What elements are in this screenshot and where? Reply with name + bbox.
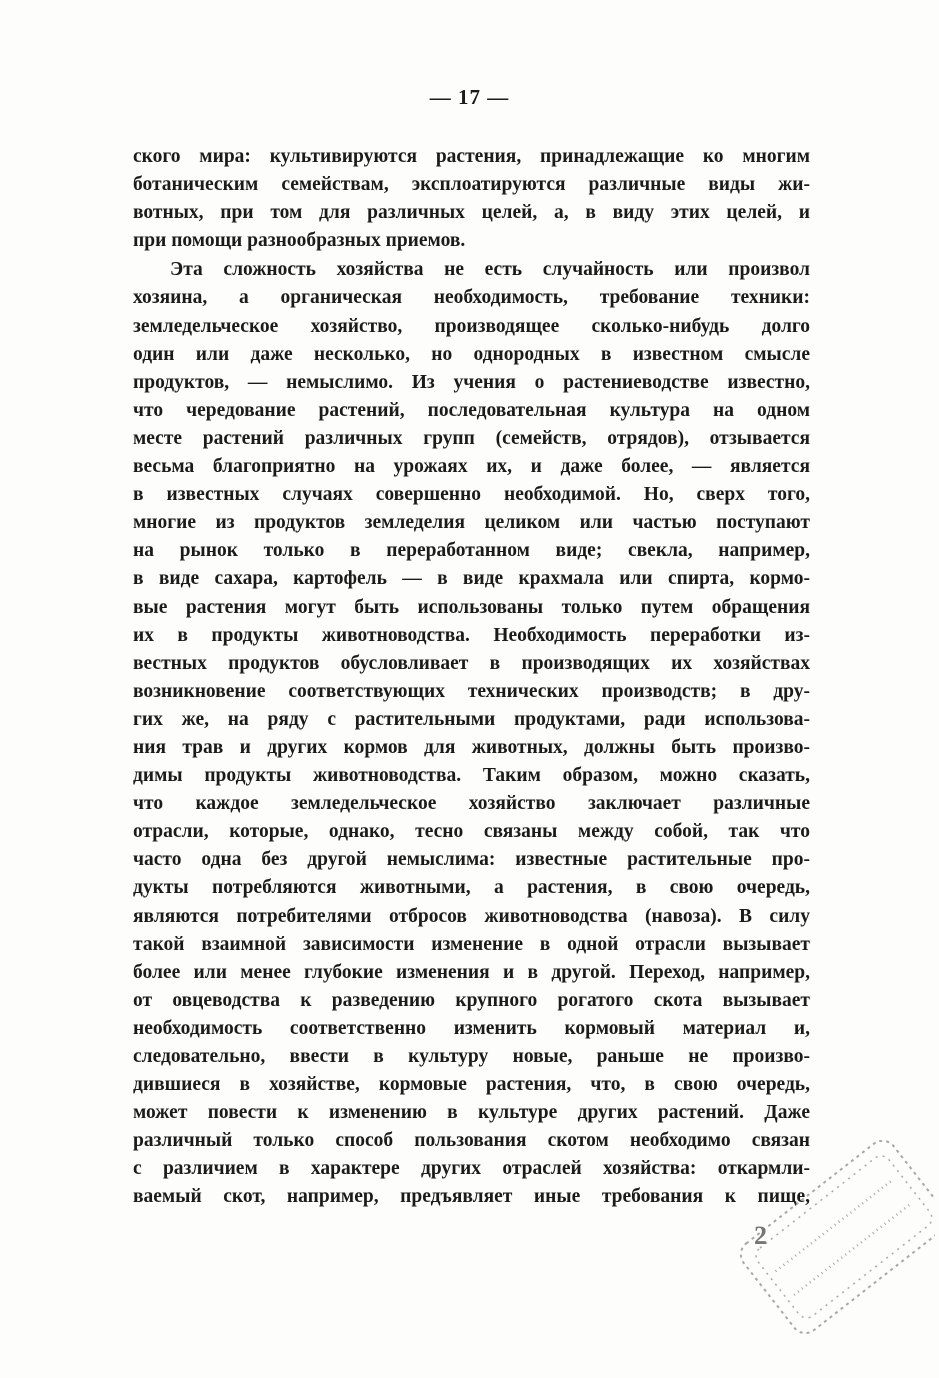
page-number: — 17 — — [429, 85, 510, 109]
text-line: многие из продуктов земледелия целиком или частью поступают — [133, 512, 810, 534]
text-line: от овцеводства к разведению крупного рогатого скота вызывает — [133, 989, 810, 1011]
stamp-line — [794, 1203, 912, 1295]
paragraph — [133, 143, 810, 255]
text-line: дившиеся в хозяйстве, кормовые растения, что, в свою очередь, — [133, 1074, 810, 1096]
text-line: что каждое земледельческое хозяйство заключает различные — [133, 793, 810, 815]
library-stamp — [730, 1140, 935, 1340]
text-block — [133, 143, 810, 1212]
text-line: гих же, на ряду с растительными продуктами, ради использова- — [133, 708, 810, 730]
text-line: в известных случаях совершенно необходимой. Но, сверх того, — [133, 484, 810, 506]
text-line: возникновение соответствующих технических производств; в дру- — [133, 680, 810, 702]
text-line: ния трав и других кормов для животных, должны быть произво- — [133, 736, 810, 758]
text-line: необходимость соответственно изменить кормовый материал и, — [133, 1017, 810, 1039]
text-line: следовательно, ввести в культуру новые, раньше не произво- — [133, 1046, 810, 1067]
text-line: что чередование растений, последовательная культура на одном — [133, 399, 810, 421]
text-line: на рынок только в переработанном виде; свекла, например, — [133, 540, 810, 562]
text-line: более или менее глубокие изменения и в другой. Переход, например, — [133, 961, 810, 983]
text-line: димы продукты животноводства. Таким образом, можно сказать, — [133, 765, 810, 787]
text-line: хозяина, а органическая необходимость, требование техники: — [133, 287, 810, 309]
text-line: с различием в характере других отраслей хозяйства: откармли- — [133, 1158, 810, 1180]
stamp-inner-border — [752, 1152, 935, 1322]
text-line: различный только способ пользования скотом необходимо связан — [133, 1130, 810, 1152]
text-line: вотных, при том для различных целей, а, в виду этих целей, и — [133, 202, 810, 224]
text-line: земледельческое хозяйство, производящее сколько-нибудь долго — [133, 315, 810, 337]
text-line: ботаническим семействам, эксплоатируются различные виды жи- — [133, 174, 810, 196]
text-line: ского мира: культивируются растения, принадлежащие ко многим — [133, 146, 810, 167]
stamp-line — [776, 1179, 894, 1271]
text-line: один или даже несколько, но однородных в известном смысле — [133, 343, 810, 365]
text-line: вые растения могут быть использованы только путем обращения — [133, 596, 810, 618]
text-line: месте растений различных групп (семейств, отрядов), отзывается — [133, 427, 810, 449]
text-line: часто одна без другой немыслима: известные растительные про- — [133, 849, 810, 871]
text-line: продуктов, — немыслимо. Из учения о растениеводстве известно, — [133, 371, 810, 393]
text-line: в виде сахара, картофель — в виде крахмала или спирта, кормо- — [133, 568, 810, 590]
text-line: являются потребителями отбросов животноводства (навоза). В силу — [133, 905, 810, 927]
stamp-number: 2 — [754, 1221, 767, 1250]
text-line: весьма благоприятно на урожаях их, и даже более, — является — [133, 456, 810, 478]
text-line: такой взаимной зависимости изменение в одной отрасли вызывает — [133, 933, 810, 955]
text-line: может повести к изменению в культуре других растений. Даже — [133, 1102, 810, 1124]
text-line: их в продукты животноводства. Необходимость переработки из- — [133, 624, 810, 646]
text-line: при помощи разнообразных приемов. — [133, 230, 466, 252]
text-line: вестных продуктов обусловливает в производящих их хозяйствах — [133, 652, 810, 674]
text-line: дукты потребляются животными, а растения, в свою очередь, — [133, 877, 810, 899]
paragraph — [133, 256, 810, 1211]
text-line: Эта сложность хозяйства не есть случайность или произвол — [170, 259, 810, 281]
text-line: отрасли, которые, однако, тесно связаны между собой, так что — [133, 821, 810, 843]
text-line: ваемый скот, например, предъявляет иные требования к пище, — [133, 1186, 810, 1208]
